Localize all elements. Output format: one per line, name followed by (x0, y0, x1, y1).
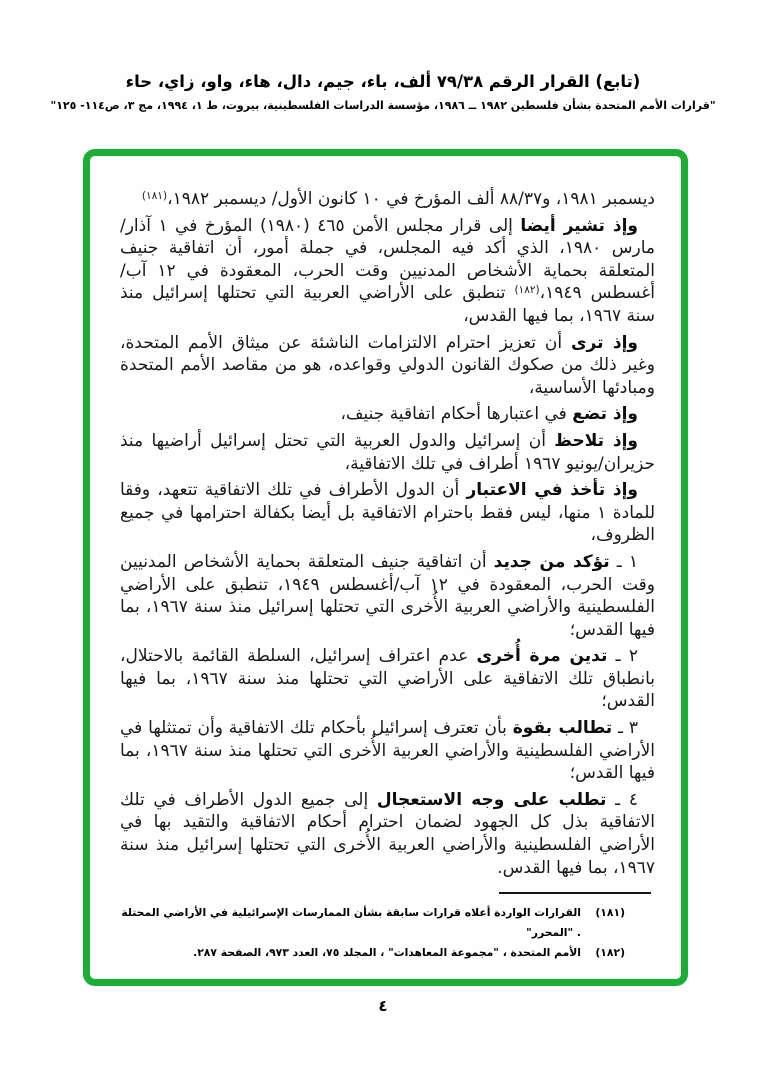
footnote-marker: (١٨١) (595, 906, 625, 919)
footnote-reference: (١٨١) (141, 190, 168, 202)
bold-phrase: تؤكد من جديد (493, 551, 610, 572)
text-run: ٢ ـ (607, 646, 638, 667)
text-run: إلى قرار مجلس الأمن ٤٦٥ (١٩٨٠) المؤرخ في ١ آذار/مارس ١٩٨٠، الذي أكد فيه المجلس، في جملة أمور، أن اتفاقية جنيف المتعلقة بحماية الأشخاص المدنيين وقت الحرب، المعقودة في ١٢ آب/أغسطس ١٩٤٩، (120, 215, 656, 304)
resolution-body (120, 188, 655, 879)
bold-phrase: تطالب بقوة (512, 718, 613, 739)
footnote (120, 943, 655, 963)
text-run: ١ ـ (609, 551, 638, 572)
text-run: أن تعزيز احترام الالتزامات الناشئة عن ميثاق الأمم المتحدة، وغير ذلك من صكوك القانون الدولي وقواعده، هو من مقاصد الأمم المتحدة ومبادئها الأساسية، (120, 332, 655, 398)
bold-phrase: وإذ تضع (572, 404, 638, 425)
paragraph (120, 332, 655, 400)
page-header (0, 72, 766, 112)
text-run: عدم اعتراف إسرائيل، السلطة القائمة بالاحتلال، بانطباق تلك الاتفاقية على الأراضي التي تحتلها منذ سنة ١٩٦٧، بما فيها القدس؛ (120, 646, 655, 712)
text-run: ٤ ـ (606, 789, 638, 810)
text-run: أن الدول الأطراف في تلك الاتفاقية تتعهد، وفقا للمادة ١ منها، ليس فقط باحترام الاتفاقية بل أيضا بكفالة احترامها في جميع الظروف، (120, 480, 656, 546)
paragraph (120, 645, 655, 713)
paragraph (120, 188, 655, 211)
text-run: أن اتفاقية جنيف المتعلقة بحماية الأشخاص المدنيين وقت الحرب، المعقودة في ١٢ آب/أغسطس ١٩٤٩، تنطبق على الأراضي الفلسطينية والأراضي العربية الأُخرى التي تحتلها إسرائيل منذ سنة ١٩٦٧، بما فيها القدس؛ (120, 551, 655, 640)
text-run: تنطبق على الأراضي العربية التي تحتلها إسرائيل منذ سنة ١٩٦٧، بما فيها القدس، (120, 283, 655, 326)
text-run: ديسمبر ١٩٨١، و٨٨/٣٧ ألف المؤرخ في ١٠ كانون الأول/ ديسمبر ١٩٨٢، (167, 189, 655, 209)
text-run: أن إسرائيل والدول العربية التي تحتل إسرائيل أراضيها منذ حزيران/يونيو ١٩٦٧ أطراف في تلك الاتفاقية، (120, 430, 655, 474)
bold-phrase: وإذ ترى (570, 332, 638, 353)
bold-phrase: تطلب على وجه الاستعجال (376, 789, 607, 810)
bold-phrase: وإذ تشير أيضا (520, 215, 638, 236)
footnotes (120, 903, 655, 963)
source-citation: "قرارات الأمم المتحدة بشأن فلسطين ١٩٨٢ ــ ١٩٨٦، مؤسسة الدراسات الفلسطينية، بيروت، ط ١، ١٩٩٤، مج ٣، ص١١٤- ١٢٥" (50, 99, 716, 112)
footnote-text: الأمم المتحدة ، "مجموعة المعاهدات" ، المجلد ٧٥، العدد ٩٧٣، الصفحة ٢٨٧. (193, 946, 581, 959)
paragraph (120, 789, 655, 879)
text-run: بأن تعترف إسرائيل بأحكام تلك الاتفاقية وأن تمتثلها في الأراضي الفلسطينية والأراضي العربية الأُخرى التي تحتلها منذ سنة ١٩٦٧، بما فيها القدس؛ (120, 718, 655, 784)
resolution-title: (تابع) القرار الرقم ٧٩/٣٨ ألف، باء، جيم، دال، هاء، واو، زاي، حاء (125, 72, 641, 91)
paragraph (120, 430, 655, 475)
footnote-separator (499, 892, 651, 894)
footnote-area (120, 892, 655, 963)
bold-phrase: تدين مرة أُخرى (476, 646, 608, 667)
paragraph (120, 551, 655, 641)
footnote-text: القرارات الواردة أعلاه قرارات سابقة بشأن الممارسات الإسرائيلية في الأراضي المحتلة . "المحرر" (121, 906, 581, 939)
paragraph (120, 717, 655, 785)
page-number: ٤ (378, 997, 388, 1015)
paragraph (120, 403, 655, 426)
frame-inner (90, 156, 681, 979)
paragraph (120, 215, 655, 328)
bold-phrase: وإذ تأخذ في الاعتبار (466, 480, 638, 501)
text-run: إلى جميع الدول الأطراف في تلك الاتفاقية بذل كل الجهود لضمان احترام أحكام الاتفاقية والتقيد بها في الأراضي الفلسطينية والأراضي العربية الأُخرى التي تحتلها إسرائيل منذ سنة ١٩٦٧، بما فيها القدس. (120, 789, 655, 878)
content-frame (83, 149, 688, 986)
footnote-reference: (١٨٢) (514, 284, 540, 297)
paragraph (120, 479, 655, 547)
footnote-marker: (١٨٢) (595, 946, 625, 959)
bold-phrase: وإذ تلاحظ (554, 430, 638, 451)
text-run: ٣ ـ (612, 718, 639, 739)
footnote (120, 903, 655, 943)
text-run: في اعتبارها أحكام اتفاقية جنيف، (340, 404, 573, 425)
